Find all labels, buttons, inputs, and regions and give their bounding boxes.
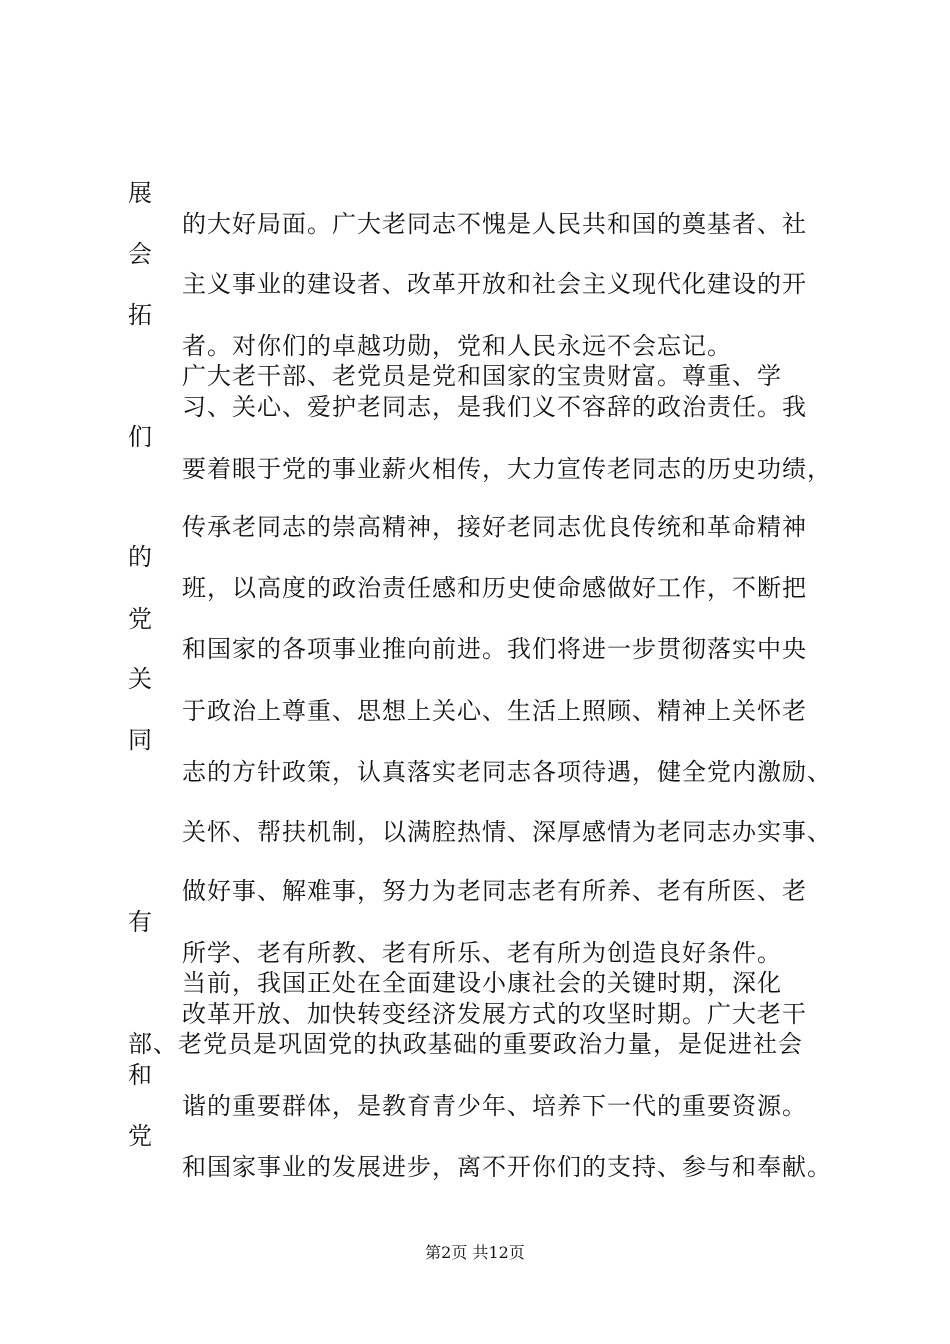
text-line: 习、关心、爱护老同志，是我们义不容辞的政治责任。我 [182,393,807,421]
text-line: 拓 [128,301,153,329]
text-line: 主义事业的建设者、改革开放和社会主义现代化建设的开 [182,270,807,298]
text-line: 和国家的各项事业推向前进。我们将进一步贯彻落实中央 [182,635,807,663]
text-line: 改革开放、加快转变经济发展方式的攻坚时期。广大老干 [182,1000,807,1028]
text-line: 当前，我国正处在全面建设小康社会的关键时期，深化 [182,969,782,997]
text-line: 于政治上尊重、思想上关心、生活上照顾、精神上关怀老 [182,697,807,725]
text-line: 会 [128,240,153,268]
text-line: 关 [128,665,153,693]
text-line: 同 [128,726,153,754]
text-line: 要着眼于党的事业薪火相传，大力宣传老同志的历史功绩， [182,455,832,483]
text-line: 广大老干部、老党员是党和国家的宝贵财富。尊重、学 [182,362,782,390]
text-line: 所学、老有所教、老有所乐、老有所为创造良好条件。 [182,939,782,967]
text-line: 的大好局面。广大老同志不愧是人民共和国的奠基者、社 [182,210,807,238]
text-line: 们 [128,423,153,451]
text-line: 展 [128,179,153,207]
text-line: 和 [128,1061,153,1089]
text-line: 党 [128,605,153,633]
text-line: 的 [128,543,153,571]
text-line: 志的方针政策，认真落实老同志各项待遇，健全党内激励、 [182,758,832,786]
text-line: 做好事、解难事，努力为老同志老有所养、老有所医、老 [182,877,807,905]
text-line: 传承老同志的崇高精神，接好老同志优良传统和革命精神 [182,513,807,541]
page-number-footer: 第2页 共12页 [425,1243,525,1262]
text-line: 和国家事业的发展进步，离不开你们的支持、参与和奉献。 [182,1153,832,1181]
text-line: 谐的重要群体，是教育青少年、培养下一代的重要资源。 [182,1092,807,1120]
text-line: 党 [128,1122,153,1150]
text-line: 者。对你们的卓越功勋，党和人民永远不会忘记。 [182,332,732,360]
text-line: 有 [128,908,153,936]
text-line: 班，以高度的政治责任感和历史使命感做好工作，不断把 [182,574,807,602]
text-line: 部、老党员是巩固党的执政基础的重要政治力量，是促进社会 [128,1030,803,1058]
text-line: 关怀、帮扶机制，以满腔热情、深厚感情为老同志办实事、 [182,818,832,846]
